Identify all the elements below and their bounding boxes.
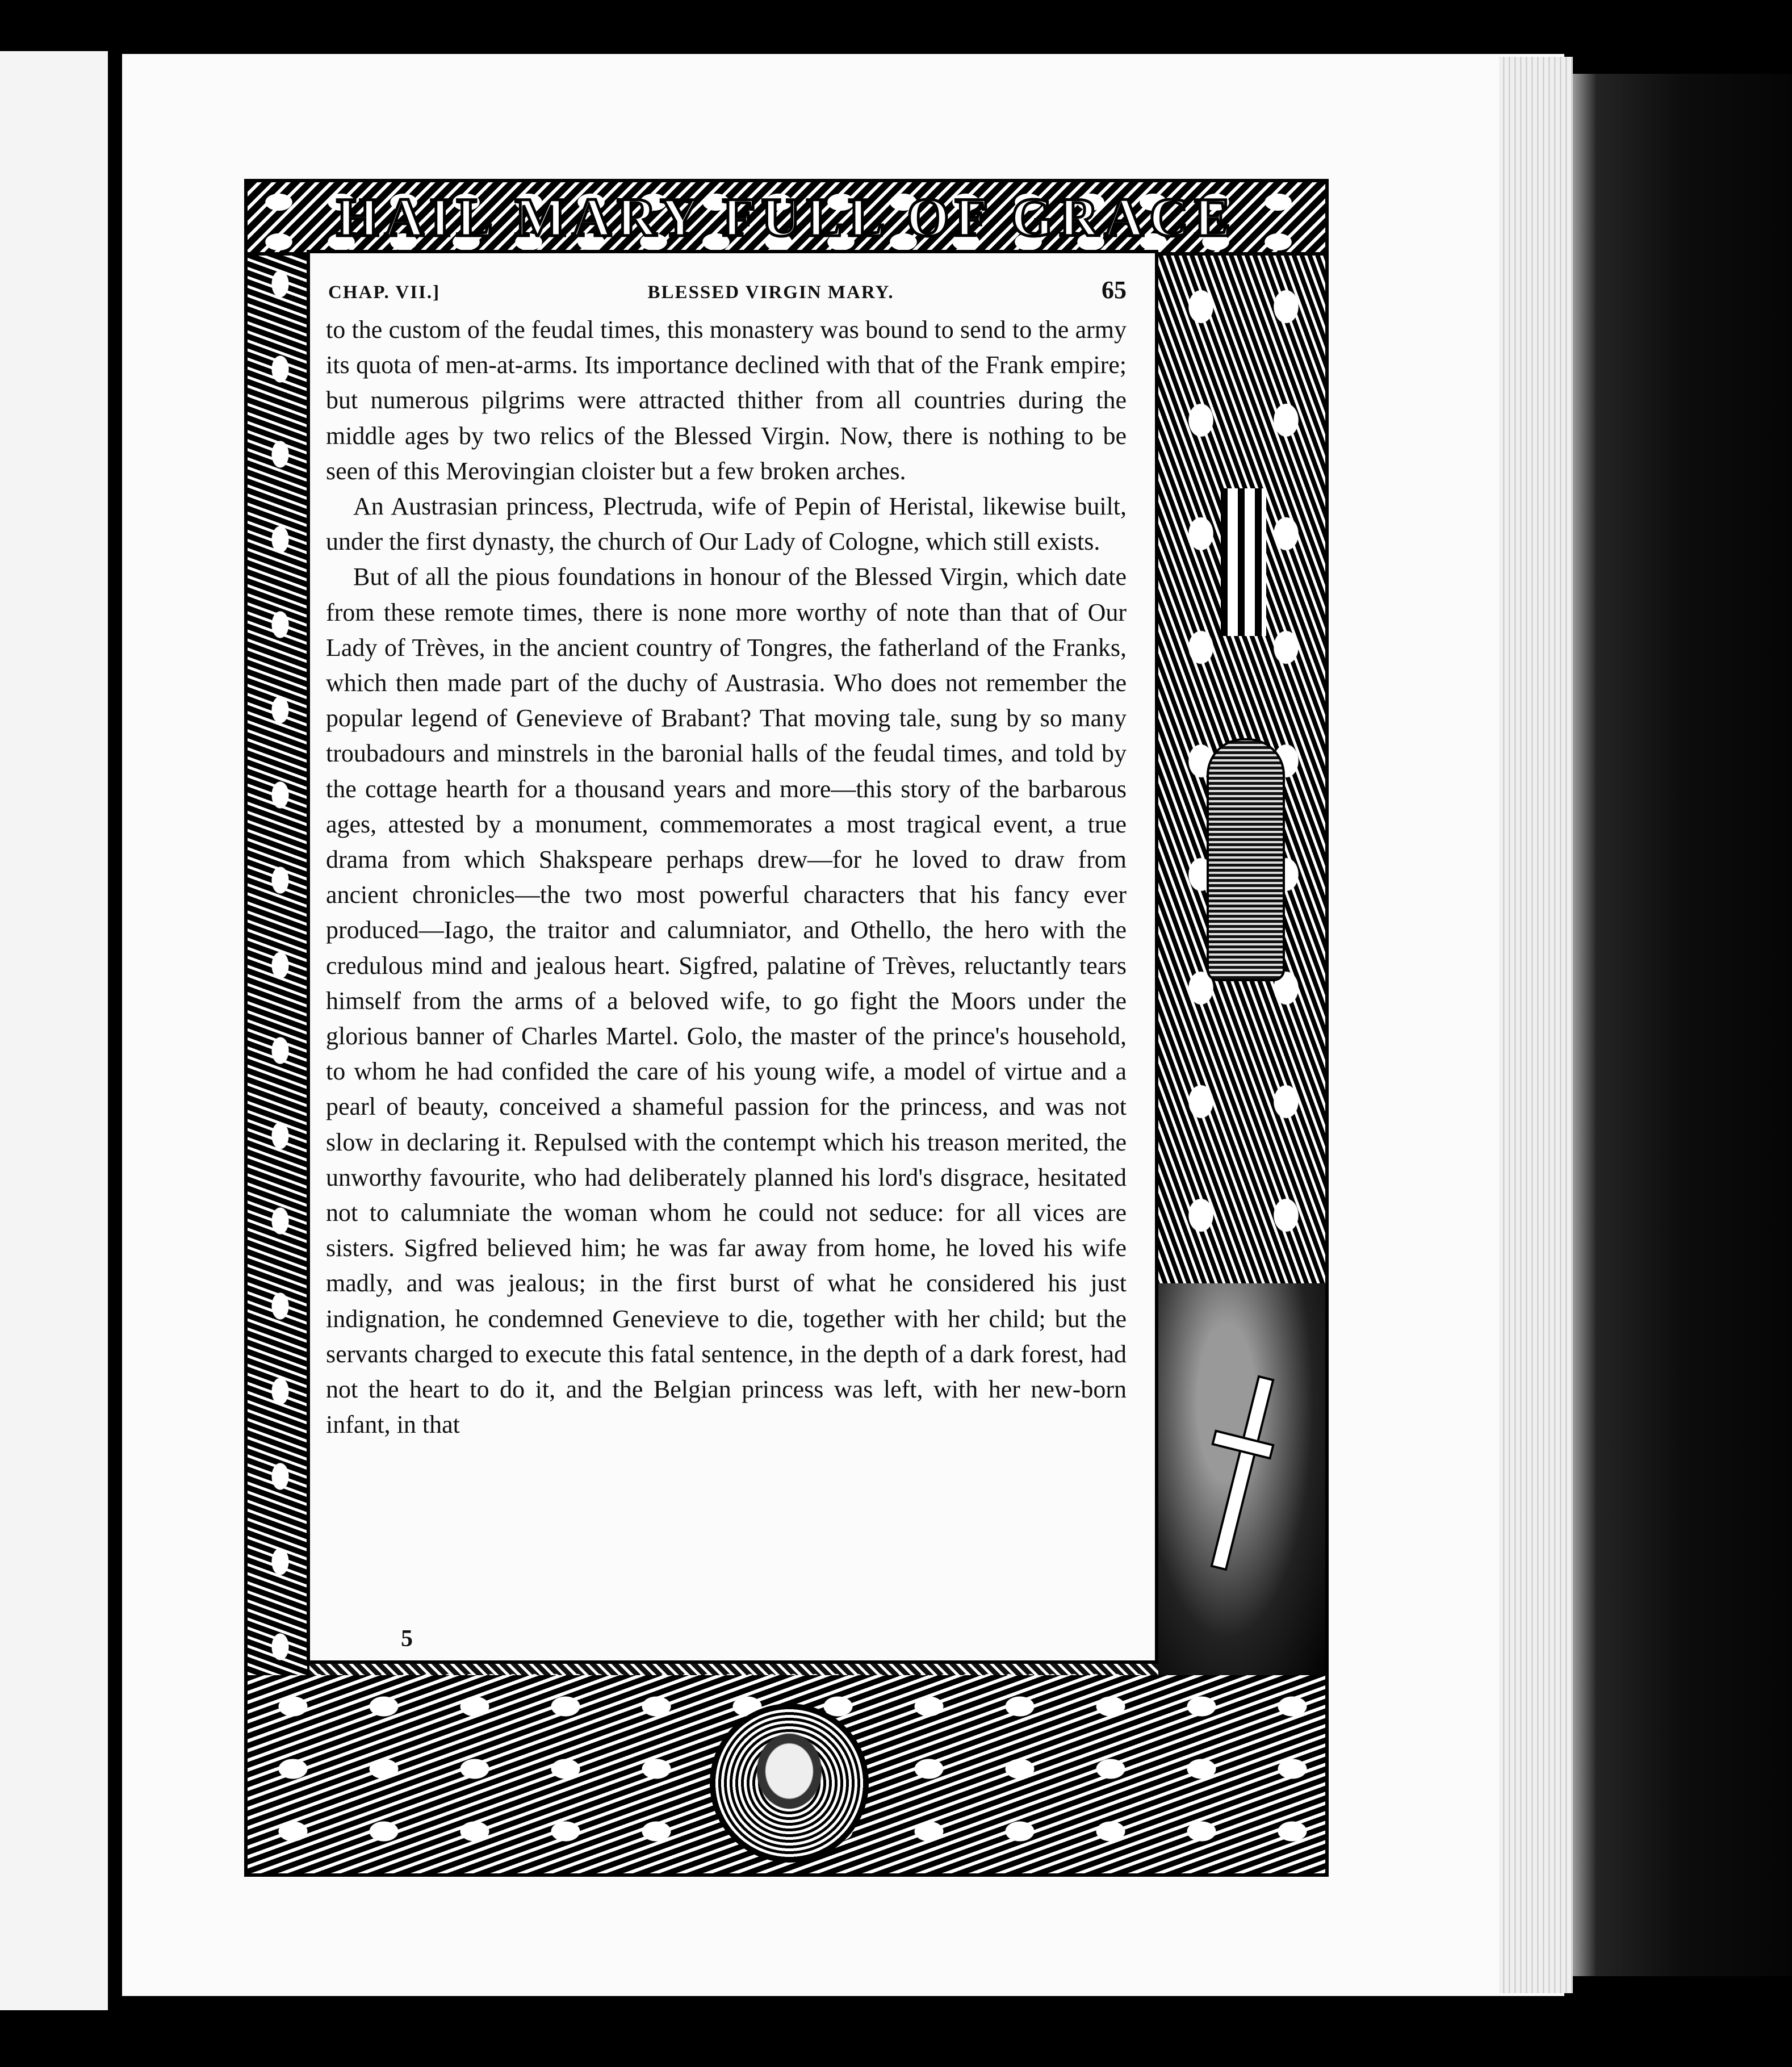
paragraph: An Austrasian princess, Plectruda, wife of Pepin of Heristal, likewise built, under the first dynasty, the church of Our Lady of Cologne, which still exists. [326, 492, 1127, 556]
running-title: BLESSED VIRGIN MARY. [647, 282, 894, 303]
running-head [326, 268, 1127, 312]
book-spine-shadow [1573, 74, 1792, 1976]
edge-highlight [1573, 74, 1596, 1976]
page-stack-edges [1499, 57, 1573, 1993]
candles-illustration [1221, 488, 1266, 636]
page-number: 65 [1101, 276, 1127, 304]
chapter-label: CHAP. VII.] [328, 282, 441, 303]
top-banner [244, 179, 1329, 256]
banner-title: HAIL MARY FULL OF GRACE [336, 186, 1237, 248]
paragraph: But of all the pious foundations in honour of the Blessed Virgin, which date from these remote times, there is none more worthy of note than that of Our Lady of Trèves, in the ancient country of Tongres, the fatherland of the Franks, which then made part of the duchy of Austrasia. Who does not remember the popular legend of Genevieve of Brabant? That moving tale, sung by so many troubadours and minstrels in the baronial halls of the feudal times, and told by the cottage hearth for a thousand years and more—this story of the barbarous ages, attested by a monument, commemorates a most tragical event, a true drama from which Shakspeare perhaps drew—for he loved to draw from ancient chronicles—the two most powerful characters that his fancy ever produced—Iago, the traitor and calumniator, and Othello, the hero with the credulous mind and jealous heart. Sigfred, palatine of Trèves, reluctantly tears himself from the arms of a beloved wife, to go fight the Moors under the glorious banner of Charles Martel. Golo, the master of the prince's household, to whom he had confided the care of his young wife, a model of virtue and a pearl of beauty, conceived a shameful passion for the princess, and was not slow in declaring it. Repulsed with the contempt which his treason merited, the unworthy favourite, who had deliberately planned his lord's disgrace, hesitated not to calumniate the woman whom he could not seduce: for all vices are sisters. Sigfred believed him; he was far away from home, he loved his wife madly, and was jealous; in the first burst of what he considered his just indignation, he condemned Genevieve to die, together with her child; but the servants charged to execute this fatal sentence, in the depth of a dark forest, had not the heart to do it, and the Belgian princess was left, with her new-born infant, in that [326, 563, 1127, 1439]
madonna-medallion [710, 1704, 869, 1863]
right-illustrated-border [1158, 250, 1329, 1681]
text-block [307, 250, 1158, 1664]
cross-illustration [1212, 1374, 1269, 1579]
paragraph: to the custom of the feudal times, this monastery was bound to send to the army its quota of men-at-arms. Its importance declined with that of the Frank empire; but numerous pilgrims were attracted thither from all countries during the middle ages by two relics of the Blessed Virgin. Now, there is nothing to be seen of this Merovingian cloister but a few broken arches. [326, 316, 1127, 485]
madonna-illustration [1207, 738, 1285, 981]
left-floral-border [244, 250, 309, 1681]
body-text [326, 312, 1127, 1443]
signature-mark: 5 [401, 1626, 413, 1652]
facing-page-edge [0, 51, 108, 2010]
